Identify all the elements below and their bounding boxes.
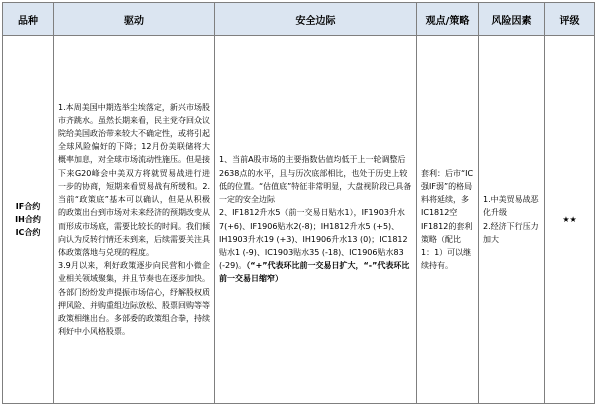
header-row [3, 3, 595, 36]
header-safety-margin: 安全边际 [215, 3, 417, 36]
header-driver: 驱动 [54, 3, 215, 36]
risk-cell [479, 36, 545, 404]
safety-cell [215, 36, 417, 404]
risk-item-2: 2.经济下行压力加大 [483, 221, 539, 244]
risk-item-1: 1.中美贸易战恶化升级 [483, 195, 539, 218]
product-cell [3, 36, 54, 404]
table-row [3, 36, 595, 404]
product-ih: IH合约 [15, 214, 41, 224]
view-cell [417, 36, 479, 404]
safety-note: （“+”代表环比前一交易日扩大，“-”代表环比前一交易日缩窄） [219, 261, 410, 284]
driver-paragraph-2: 3.9月以来，利好政策逐步向民营和小微企业相关领域聚集，并且节奏也在逐步加快。各部门纷纷发声提振市场信心，纾解股权质押风险、并购重组边际放松、股票回购等等政策相继出台。多部委的政策组合拳，持续利好中小风格股票。 [58, 261, 210, 337]
product-if: IF合约 [15, 201, 41, 211]
safety-item-2 [219, 206, 412, 285]
header-view-strategy: 观点/策略 [417, 3, 479, 36]
driver-paragraph-1: 1.本周美国中期选举尘埃落定，新兴市场股市齐跳水。虽然长期来看，民主党夺回众议院给美国政治带来较大不确定性，或将引起全球风险偏好的下降；12月份美联储将大概率加息，对全球市场流动性施压。但是接下来G20峰会中美双方将就贸易战进行进一步的协商，短期来看贸易战有所缓和。2.当前“政策底”基本可以确认，但是从积极的政策出台到市场对未来经济的预期改变从而形成市场底，需要比较长的时间。我们倾向认为反转行情还未到来，后续需要关注具体政策落地与兑现的程度。 [58, 102, 210, 257]
driver-cell [54, 36, 215, 404]
rating-stars: ★★ [562, 214, 577, 224]
view-text: 套利：后市“IC强IF弱”的格局料将延续，多IC1812空IF1812的套利策略（配比1：1）可以继续持有。 [421, 168, 474, 271]
product-ic: IC合约 [15, 228, 41, 238]
header-risk-factors: 风险因素 [479, 3, 545, 36]
safety-item-1: 1、当前A股市场的主要指数估值均低于上一轮调整后2638点的水平，且与历次底部相比，也处于历史上较低的位置。“估值底”特征非常明显，大盘视阶段已具备一定的安全边际 [219, 155, 412, 205]
safety-item-2-text: 2、IF1812升水5（前一交易日贴水1），IF1903升水7(+6)、IF1906贴水2(-8)；IH1812升水5 (+5)、IH1903升水19 (+3)、IH1906升水13 (0)；IC1812贴水1 (-9)、IC1903贴水35 (-18)、IC1906贴水83 (-29)。 [219, 208, 408, 271]
header-product: 品种 [3, 3, 54, 36]
strategy-table [2, 2, 595, 404]
header-rating: 评级 [545, 3, 595, 36]
rating-cell [545, 36, 595, 404]
